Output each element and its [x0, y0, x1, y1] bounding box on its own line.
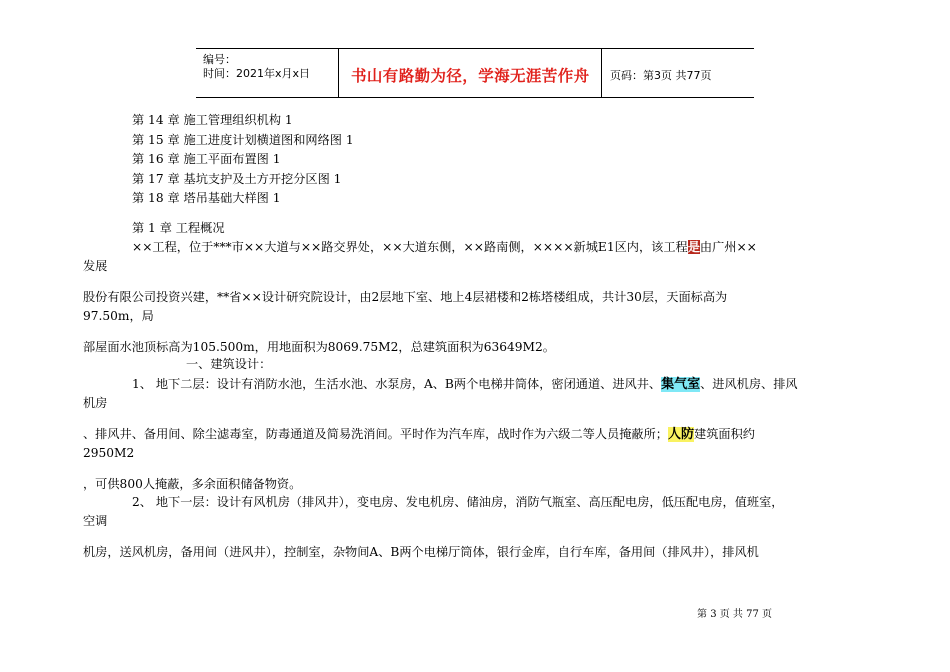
page-header: [196, 48, 754, 98]
chapter-title: 第 1 章 工程概况: [132, 221, 225, 235]
paragraph-line: 97.50m，局: [83, 309, 154, 323]
paragraph-line: 2、 地下一层：设计有风机房（排风井），变电房、发电机房、储油房，消防气瓶室、高压配电房，低压配电房，值班室，: [132, 495, 784, 509]
header-motto: 书山有路勤为径，学海无涯苦作舟: [351, 67, 590, 85]
document-time: 时间：2021年x月x日: [203, 67, 311, 80]
paragraph-line: [132, 377, 798, 392]
paragraph-line: [83, 427, 755, 442]
highlighted-text: 人防: [668, 427, 695, 442]
paragraph-line: 发展: [83, 259, 108, 273]
paragraph-line: 机房，送风机房，备用间（进风井），控制室，杂物间A、B两个电梯厅筒体，银行金库，自行车库，备用间（排风井），排风机: [83, 545, 759, 559]
text-run: ××工程，位于***市××大道与××路交界处，××大道东侧，××路南侧，××××新城E1区内，该工程: [132, 240, 688, 254]
text-run: 、排风井、备用间、除尘滤毒室，防毒通道及简易洗消间。平时作为汽车库，战时作为六级二等人员掩蔽所；: [83, 427, 668, 441]
paragraph-line: 股份有限公司投资兴建，**省××设计研究院设计，由2层地下室、地上4层裙楼和2栋塔楼组成，共计30层，天面标高为: [83, 290, 728, 304]
paragraph-line: 2950M2: [83, 446, 135, 460]
page-footer: 第 3 页 共 77 页: [697, 609, 772, 620]
section-heading: 一、建筑设计：: [186, 357, 272, 371]
document-number: 编号：: [203, 53, 236, 66]
header-meta-cell: [196, 49, 339, 97]
paragraph-line: 空调: [83, 514, 108, 528]
header-page-cell: [601, 49, 754, 97]
paragraph-line: 部屋面水池顶标高为105.500m，用地面积为8069.75M2，总建筑面积为63649M2。: [83, 340, 555, 354]
toc-item: 第 17 章 基坑支护及土方开挖分区图 1: [132, 172, 342, 186]
toc-item: 第 14 章 施工管理组织机构 1: [132, 113, 293, 127]
text-run: 、进风机房、排风: [700, 377, 798, 391]
toc-item: 第 18 章 塔吊基础大样图 1: [132, 191, 281, 205]
paragraph-line: 机房: [83, 396, 108, 410]
paragraph-line: ，可供800人掩蔽，多余面积储备物资。: [83, 477, 302, 491]
toc-item: 第 15 章 施工进度计划横道图和网络图 1: [132, 133, 354, 147]
text-run: 由广州××: [699, 240, 757, 254]
highlighted-text: 集气室: [661, 377, 701, 392]
text-run: 1、 地下二层：设计有消防水池，生活水池、水泵房，A、B两个电梯井筒体，密闭通道、进风井、: [132, 377, 662, 391]
toc-item: 第 16 章 施工平面布置图 1: [132, 152, 281, 166]
header-page-number: 页码：第3页 共77页: [610, 69, 712, 82]
highlighted-text: 是: [687, 240, 700, 254]
text-run: 建筑面积约: [694, 427, 755, 441]
paragraph-line: [132, 240, 757, 255]
